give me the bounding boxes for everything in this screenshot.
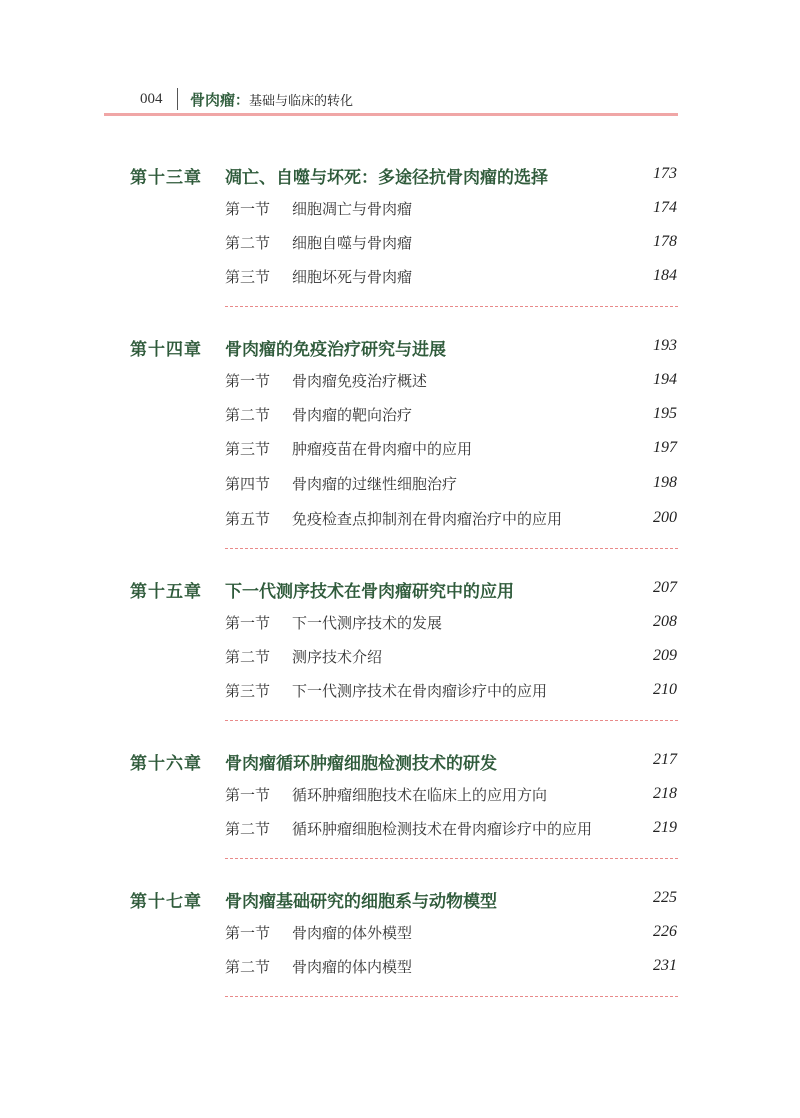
section-title: 骨肉瘤免疫治疗概述	[292, 372, 428, 390]
section-page: 195	[653, 405, 677, 422]
chapter-number: 第十三章	[130, 168, 202, 188]
toc-chapter[interactable]	[0, 749, 800, 775]
chapter-number: 第十四章	[130, 340, 202, 360]
section-page: 178	[653, 233, 677, 250]
toc-section[interactable]	[0, 680, 800, 704]
chapter-page: 225	[653, 889, 677, 906]
section-number: 第二节	[225, 234, 271, 252]
chapter-divider	[225, 720, 678, 721]
chapter-title: 凋亡、自噬与坏死：多途径抗骨肉瘤的选择	[225, 168, 548, 188]
section-page: 226	[653, 923, 677, 940]
chapter-title: 骨肉瘤循环肿瘤细胞检测技术的研发	[225, 754, 497, 774]
chapter-divider	[225, 306, 678, 307]
section-page: 209	[653, 647, 677, 664]
section-page: 174	[653, 199, 677, 216]
toc-chapter[interactable]	[0, 335, 800, 361]
section-number: 第二节	[225, 820, 271, 838]
section-title: 细胞凋亡与骨肉瘤	[292, 200, 413, 218]
toc-section[interactable]	[0, 266, 800, 290]
section-number: 第一节	[225, 924, 271, 942]
section-page: 194	[653, 371, 677, 388]
section-number: 第二节	[225, 958, 271, 976]
section-page: 208	[653, 613, 677, 630]
section-title: 骨肉瘤的过继性细胞治疗	[292, 475, 458, 493]
toc-section[interactable]	[0, 956, 800, 980]
section-page: 200	[653, 509, 677, 526]
toc-section[interactable]	[0, 473, 800, 497]
section-title: 测序技术介绍	[292, 648, 383, 666]
section-number: 第一节	[225, 372, 271, 390]
toc-section[interactable]	[0, 508, 800, 532]
section-title: 下一代测序技术的发展	[292, 614, 443, 632]
toc-section[interactable]	[0, 612, 800, 636]
book-title-colon: ：	[235, 92, 250, 109]
toc-section[interactable]	[0, 404, 800, 428]
chapter-page: 173	[653, 165, 677, 182]
section-number: 第五节	[225, 510, 271, 528]
section-number: 第一节	[225, 614, 271, 632]
section-title: 下一代测序技术在骨肉瘤诊疗中的应用	[292, 682, 548, 700]
section-title: 循环肿瘤细胞检测技术在骨肉瘤诊疗中的应用	[292, 820, 593, 838]
section-title: 骨肉瘤的靶向治疗	[292, 406, 413, 424]
section-number: 第三节	[225, 682, 271, 700]
section-page: 210	[653, 681, 677, 698]
book-title-sub: 基础与临床的转化	[249, 93, 354, 109]
toc-chapter[interactable]	[0, 887, 800, 913]
chapter-page: 193	[653, 337, 677, 354]
section-title: 肿瘤疫苗在骨肉瘤中的应用	[292, 440, 473, 458]
header-separator	[177, 88, 179, 110]
section-page: 198	[653, 474, 677, 491]
chapter-title: 下一代测序技术在骨肉瘤研究中的应用	[225, 582, 514, 602]
chapter-number: 第十七章	[130, 892, 202, 912]
toc-chapter[interactable]	[0, 163, 800, 189]
chapter-divider	[225, 996, 678, 997]
chapter-title: 骨肉瘤基础研究的细胞系与动物模型	[225, 892, 497, 912]
toc-section[interactable]	[0, 438, 800, 462]
section-page: 197	[653, 439, 677, 456]
section-title: 骨肉瘤的体外模型	[292, 924, 413, 942]
section-title: 免疫检查点抑制剂在骨肉瘤治疗中的应用	[292, 510, 563, 528]
toc-section[interactable]	[0, 232, 800, 256]
header-rule	[104, 113, 678, 116]
chapter-number: 第十六章	[130, 754, 202, 774]
toc-section[interactable]	[0, 818, 800, 842]
section-number: 第一节	[225, 786, 271, 804]
section-number: 第二节	[225, 648, 271, 666]
section-page: 231	[653, 957, 677, 974]
book-title	[190, 89, 353, 110]
toc-section[interactable]	[0, 370, 800, 394]
section-page: 184	[653, 267, 677, 284]
section-title: 循环肿瘤细胞技术在临床上的应用方向	[292, 786, 548, 804]
section-title: 骨肉瘤的体内模型	[292, 958, 413, 976]
section-number: 第二节	[225, 406, 271, 424]
book-title-main: 骨肉瘤	[190, 90, 236, 109]
chapter-title: 骨肉瘤的免疫治疗研究与进展	[225, 340, 446, 360]
chapter-page: 207	[653, 579, 677, 596]
section-page: 219	[653, 819, 677, 836]
chapter-number: 第十五章	[130, 582, 202, 602]
chapter-page: 217	[653, 751, 677, 768]
section-number: 第一节	[225, 200, 271, 218]
page-number: 004	[140, 90, 163, 107]
section-number: 第四节	[225, 475, 271, 493]
toc-section[interactable]	[0, 646, 800, 670]
chapter-divider	[225, 858, 678, 859]
section-title: 细胞自噬与骨肉瘤	[292, 234, 413, 252]
toc-chapter[interactable]	[0, 577, 800, 603]
toc-section[interactable]	[0, 922, 800, 946]
toc-section[interactable]	[0, 198, 800, 222]
section-number: 第三节	[225, 268, 271, 286]
section-title: 细胞坏死与骨肉瘤	[292, 268, 413, 286]
toc-section[interactable]	[0, 784, 800, 808]
section-number: 第三节	[225, 440, 271, 458]
chapter-divider	[225, 548, 678, 549]
running-header	[140, 86, 353, 112]
section-page: 218	[653, 785, 677, 802]
